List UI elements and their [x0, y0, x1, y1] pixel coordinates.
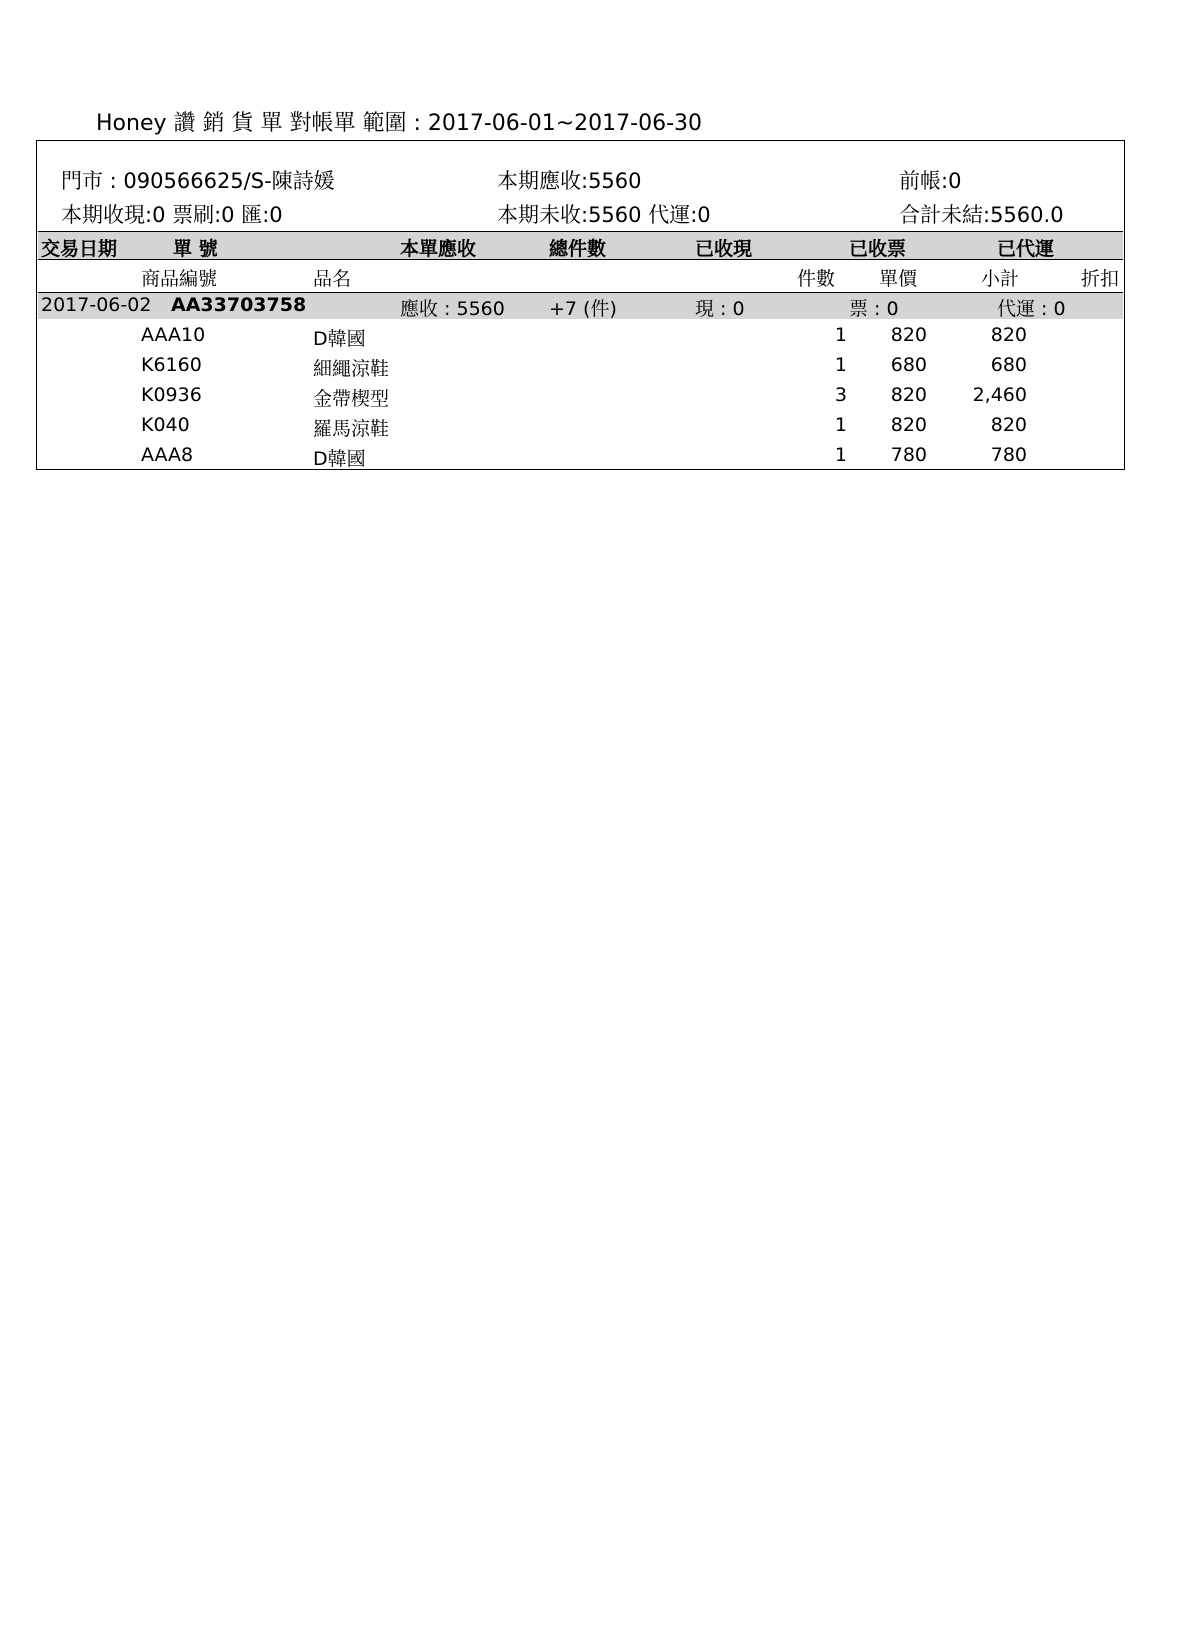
col-unit-price: 單價: [879, 268, 918, 290]
item-code: AAA8: [141, 444, 194, 466]
item-subtotal: 820: [990, 324, 1027, 346]
col-total-qty: 總件數: [549, 238, 607, 260]
item-name: D韓國: [313, 448, 366, 470]
item-price: 820: [890, 324, 927, 346]
order-shipping: 代運 : 0: [997, 298, 1066, 320]
order-receivable: 應收 : 5560: [400, 298, 505, 320]
item-qty: 1: [834, 444, 847, 466]
statement-frame: [36, 140, 1125, 470]
col-order-no: 單 號: [173, 238, 218, 260]
previous-account: 前帳:0: [899, 169, 962, 193]
item-code: K0936: [141, 384, 202, 406]
store-info: 門市 : 090566625/S-陳詩媛: [61, 169, 335, 193]
col-order-receivable: 本單應收: [400, 238, 477, 260]
col-shipping: 已代運: [997, 238, 1055, 260]
order-check: 票 : 0: [849, 298, 899, 320]
item-name: 羅馬涼鞋: [313, 418, 390, 440]
col-cash-received: 已收現: [695, 238, 753, 260]
order-number: AA33703758: [171, 294, 307, 316]
item-price: 680: [890, 354, 927, 376]
order-cash: 現 : 0: [695, 298, 745, 320]
col-item-code: 商品編號: [141, 268, 218, 290]
received-summary: 本期收現:0 票刷:0 匯:0: [61, 203, 283, 227]
report-title: Honey 讚 銷 貨 單 對帳單 範圍 : 2017-06-01~2017-06-30: [96, 111, 702, 136]
item-price: 820: [890, 384, 927, 406]
order-qty: +7 (件): [549, 298, 617, 320]
item-subtotal: 2,460: [972, 384, 1027, 406]
item-subtotal: 820: [990, 414, 1027, 436]
item-qty: 1: [834, 324, 847, 346]
item-qty: 3: [834, 384, 847, 406]
item-price: 780: [890, 444, 927, 466]
col-qty: 件數: [797, 268, 836, 290]
item-qty: 1: [834, 354, 847, 376]
col-subtotal: 小計: [981, 268, 1020, 290]
item-code: AAA10: [141, 324, 206, 346]
total-unsettled: 合計未結:5560.0: [899, 203, 1064, 227]
item-qty: 1: [834, 414, 847, 436]
item-price: 820: [890, 414, 927, 436]
col-discount: 折扣: [1081, 268, 1120, 290]
col-item-name: 品名: [313, 268, 352, 290]
item-name: 金帶楔型: [313, 388, 390, 410]
item-subtotal: 680: [990, 354, 1027, 376]
period-receivable: 本期應收:5560: [497, 169, 642, 193]
item-code: K6160: [141, 354, 202, 376]
period-unpaid: 本期未收:5560 代運:0: [497, 203, 711, 227]
col-check-received: 已收票: [849, 238, 907, 260]
order-date: 2017-06-02: [41, 294, 152, 316]
item-code: K040: [141, 414, 190, 436]
item-subtotal: 780: [990, 444, 1027, 466]
item-name: 細繩涼鞋: [313, 358, 390, 380]
item-name: D韓國: [313, 328, 366, 350]
col-date: 交易日期: [41, 238, 118, 260]
